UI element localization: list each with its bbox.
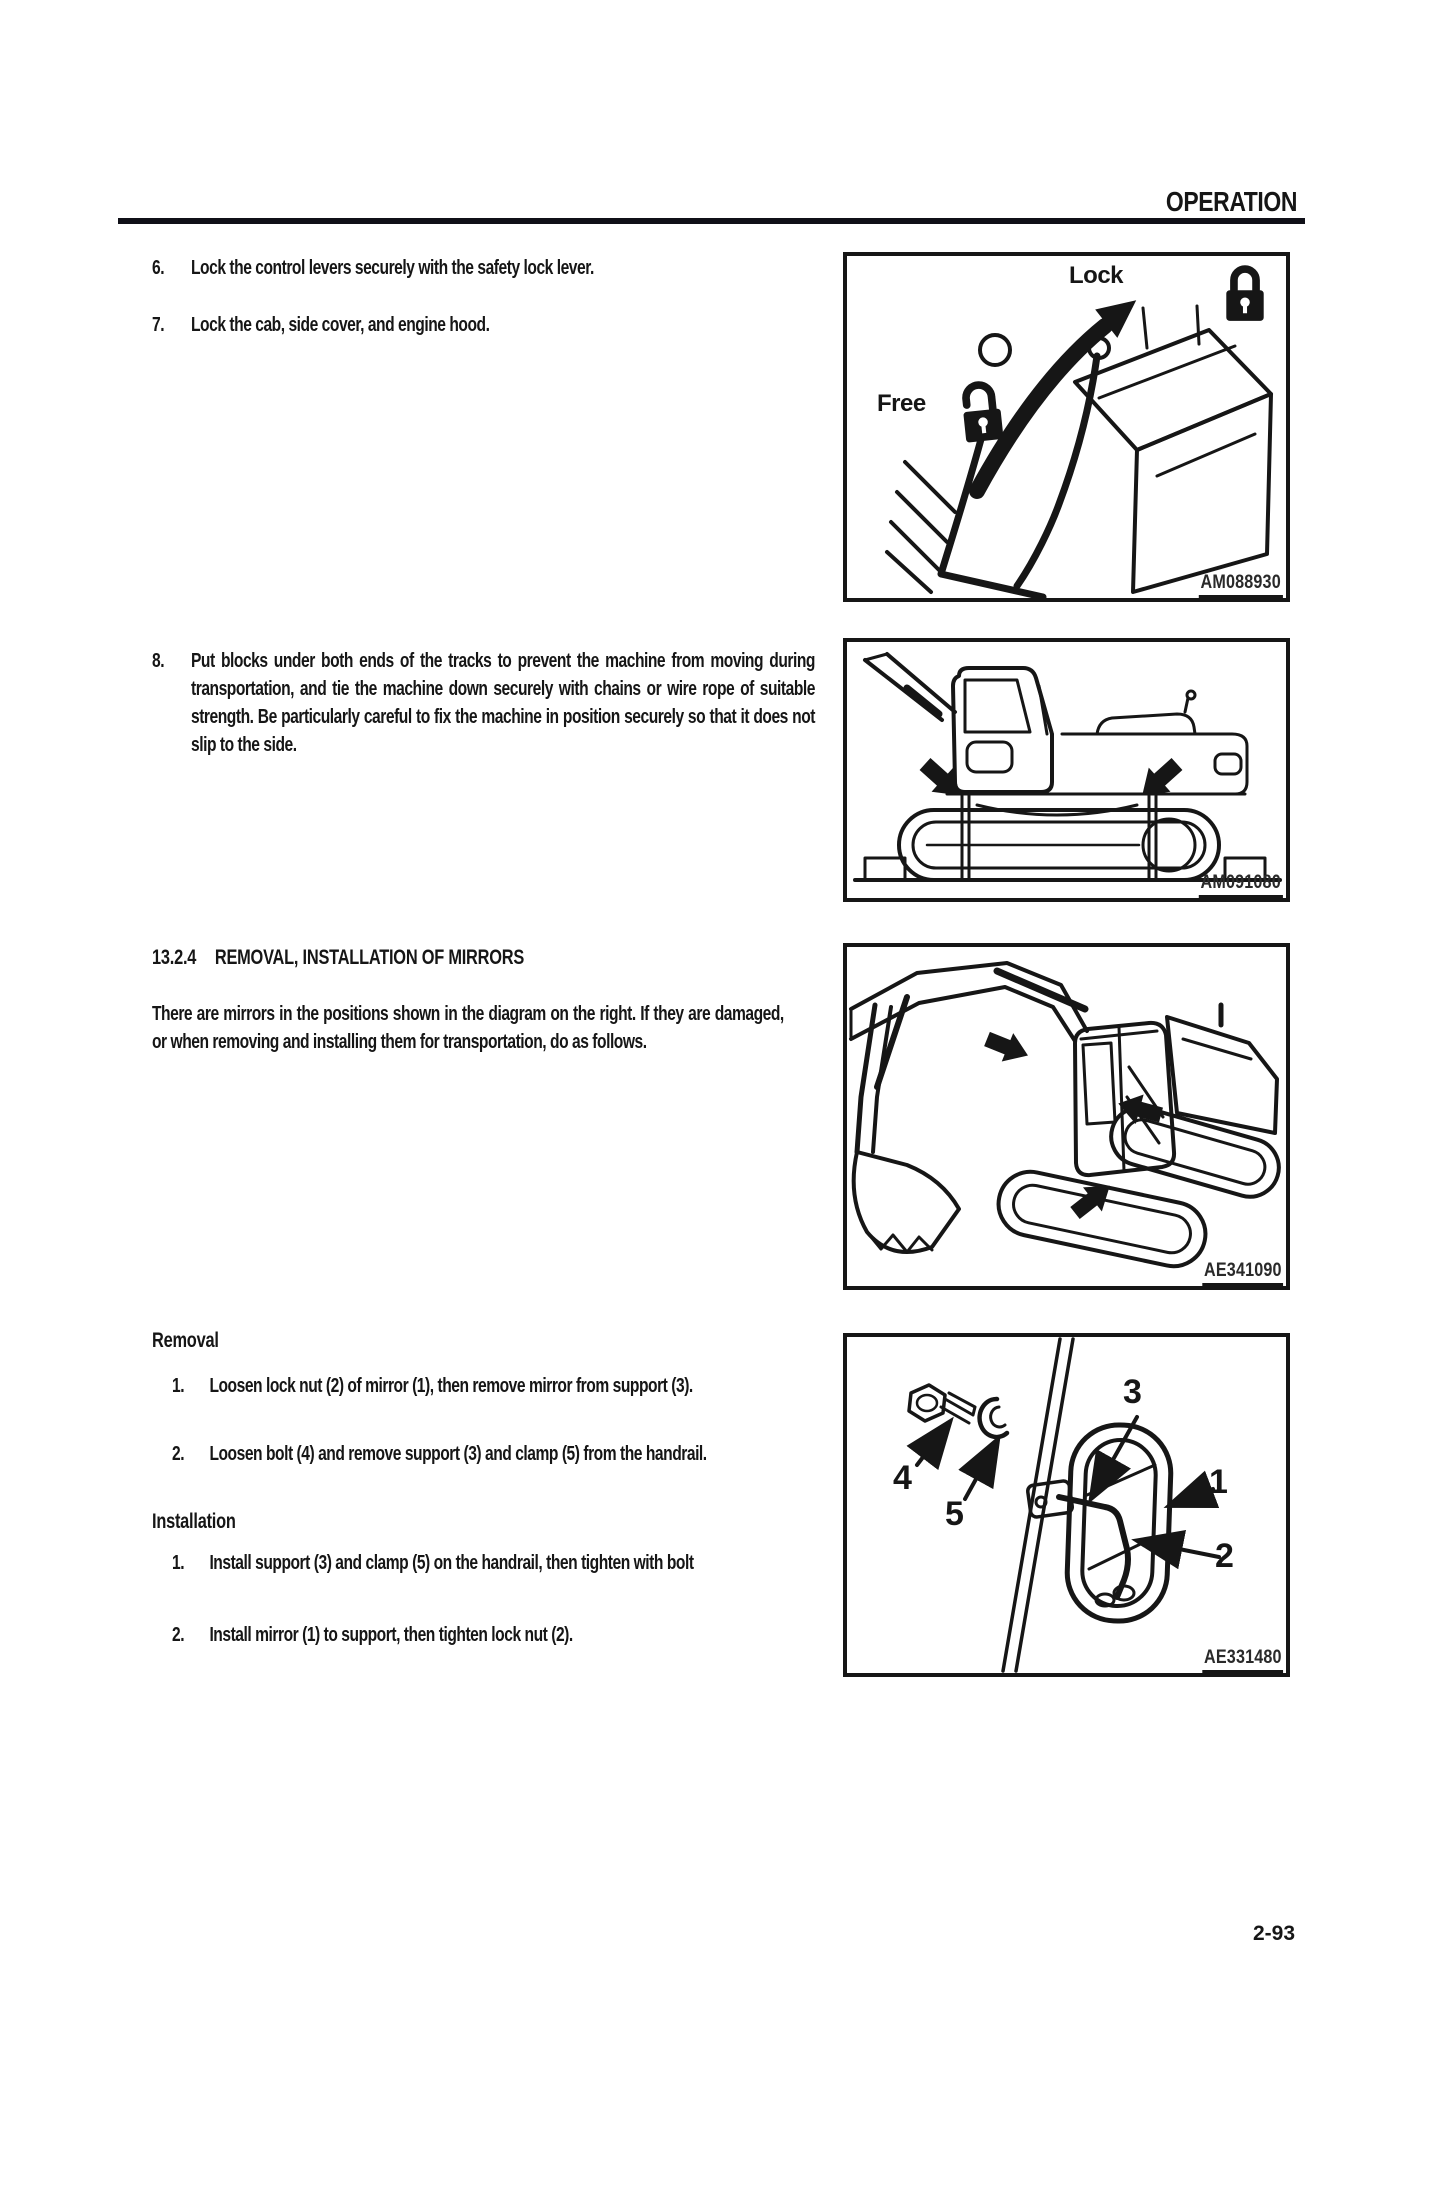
page-number: 2-93 [1252, 1922, 1295, 1945]
step-8 [152, 647, 823, 759]
step-text: Loosen lock nut (2) of mirror (1), then remove mirror from support (3). [209, 1375, 693, 1397]
figure-mirror-positions [843, 943, 1290, 1290]
installation-heading: Installation [152, 1510, 236, 1533]
removal-heading: Removal [152, 1329, 219, 1352]
step-text: Install support (3) and clamp (5) on the handrail, then tighten with bolt [209, 1552, 694, 1574]
step-7 [152, 311, 823, 339]
figure-tie-down [843, 638, 1290, 902]
figure-code: AE331480 [1202, 1647, 1283, 1673]
step-text: Lock the cab, side cover, and engine hood. [191, 314, 490, 336]
mirror-position-arrow-icon [981, 1025, 1033, 1070]
step-number: 6. [152, 257, 165, 279]
step-6 [152, 254, 823, 282]
part-label-mirror: 1 [1209, 1463, 1228, 1501]
removal-step-1 [172, 1372, 819, 1400]
tie-down-arrow-icon [1131, 752, 1187, 807]
figure-code: AM091080 [1199, 872, 1283, 898]
open-padlock-icon [961, 383, 1004, 443]
part-label-clamp: 5 [945, 1495, 964, 1533]
closed-padlock-icon [1226, 269, 1263, 321]
step-number: 2. [172, 1443, 185, 1465]
removal-step-2 [172, 1440, 819, 1468]
installation-step-2 [172, 1621, 819, 1649]
step-number: 1. [172, 1552, 185, 1574]
section-intro: There are mirrors in the positions shown in the diagram on the right. If they are damaged, or when removing and installing them for transportation, do as follows. [152, 1003, 784, 1053]
tie-down-drawing [847, 642, 1286, 898]
step-text: Lock the control levers securely with the safety lock lever. [191, 257, 594, 279]
step-text: Loosen bolt (4) and remove support (3) and clamp (5) from the handrail. [209, 1443, 707, 1465]
section-heading [152, 946, 524, 970]
part-label-support: 3 [1123, 1373, 1142, 1411]
part-label-lock-nut: 2 [1215, 1537, 1234, 1575]
free-position-label: Free [877, 390, 926, 417]
step-number: 2. [172, 1624, 185, 1646]
page-header-title: OPERATION [1165, 186, 1297, 217]
step-number: 7. [152, 314, 165, 336]
section-title: REMOVAL, INSTALLATION OF MIRRORS [214, 946, 525, 969]
step-number: 1. [172, 1375, 185, 1397]
step-number: 8. [152, 650, 165, 672]
section-number: 13.2.4 [152, 946, 197, 969]
part-label-bolt: 4 [893, 1459, 912, 1497]
figure-code: AM088930 [1199, 572, 1283, 598]
mirror-positions-drawing [847, 947, 1286, 1286]
step-text: Install mirror (1) to support, then tighten lock nut (2). [209, 1624, 573, 1646]
header-rule [118, 218, 1305, 224]
figure-lock-lever [843, 252, 1290, 602]
figure-code: AE341090 [1202, 1260, 1283, 1286]
step-text: Put blocks under both ends of the tracks to prevent the machine from moving during transportation, and tie the machine down securely with chains or wire rope of suitable strength. Be particularly careful to fix the machine in position securely so that it does not slip to the side. [191, 650, 815, 756]
figure-mirror-parts [843, 1333, 1290, 1677]
lock-lever-drawing [847, 256, 1286, 598]
installation-step-1 [172, 1549, 819, 1577]
mirror-parts-drawing [847, 1337, 1286, 1673]
lock-position-label: Lock [1069, 262, 1124, 289]
